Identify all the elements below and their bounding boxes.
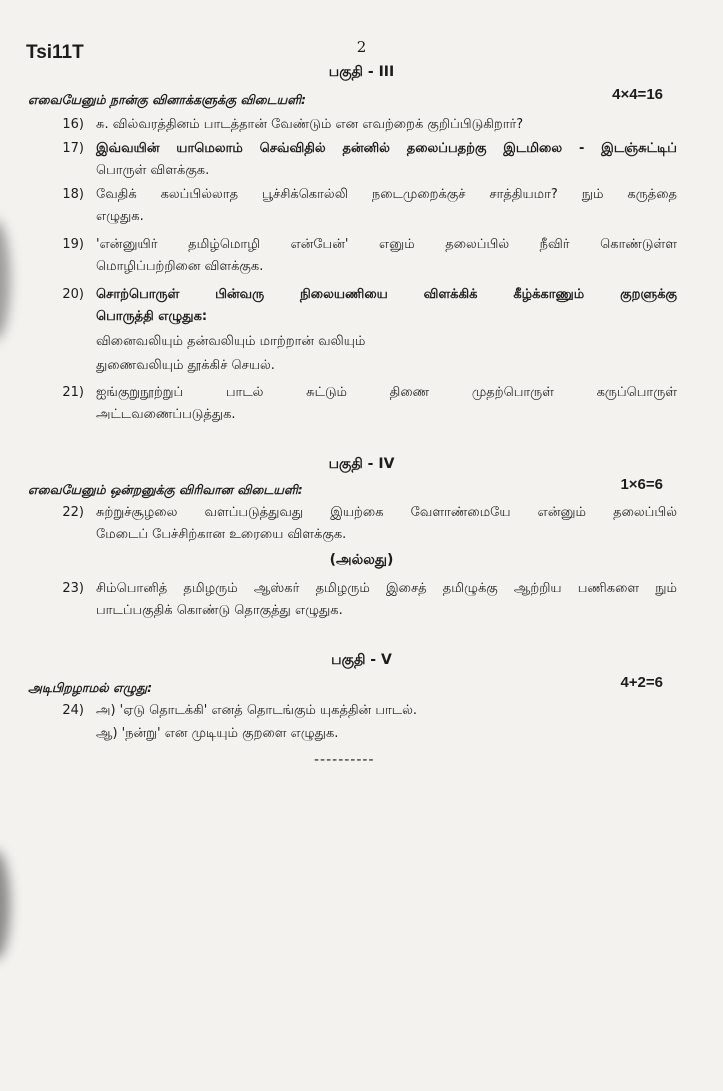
question-text-line-1: வேதிக் கலப்பில்லாத பூச்சிக்கொல்லி நடைமுறைக்குச் சாத்தியமா? நும் கருத்தை xyxy=(96,187,677,202)
question-text-line-2: பாடப்பகுதிக் கொண்டு தொகுத்து எழுதுக. xyxy=(96,603,343,618)
question-text-line-1: ஐங்குறுநூற்றுப் பாடல் சுட்டும் திணை முதற்பொருள் கருப்பொருள் xyxy=(96,385,677,400)
part-3-marks: 4×4=16 xyxy=(612,86,663,103)
question-text-line-1: இவ்வயின் யாமெலாம் செவ்விதில் தன்னில் தலைப்பதற்கு இடமிலை - இடஞ்சுட்டிப் xyxy=(96,141,677,156)
paper-code: Tsi11T xyxy=(26,42,84,63)
end-marker: ---------- xyxy=(314,752,375,768)
question-16 xyxy=(32,114,677,136)
scan-shadow-left-top xyxy=(0,220,10,340)
part-4-marks: 1×6=6 xyxy=(620,476,663,493)
question-19 xyxy=(32,234,677,278)
question-text-line-2: அட்டவணைப்படுத்துக. xyxy=(96,407,236,422)
question-number: 17) xyxy=(62,141,84,156)
question-number: 21) xyxy=(62,385,84,400)
question-20 xyxy=(32,284,677,328)
question-text-line-2: பொருள் விளக்குக. xyxy=(96,163,210,178)
part-5-marks: 4+2=6 xyxy=(620,674,663,691)
question-18 xyxy=(32,184,677,228)
question-21 xyxy=(32,382,677,426)
question-text-line-1: சொற்பொருள் பின்வரு நிலையணியை விளக்கிக் கீழ்க்காணும் குறளுக்கு xyxy=(96,287,677,302)
question-text-line-2: மேடைப் பேச்சிற்கான உரையை விளக்குக. xyxy=(96,527,347,542)
scan-shadow-left-bottom xyxy=(0,850,10,960)
question-24 xyxy=(32,700,677,722)
part-3-instruction: எவையேனும் நான்கு வினாக்களுக்கு விடையளி: xyxy=(28,92,307,107)
question-number: 23) xyxy=(62,581,84,596)
question-22 xyxy=(32,502,677,546)
page-number: 2 xyxy=(356,38,367,56)
question-text-line-2: பொருத்தி எழுதுக: xyxy=(96,309,208,324)
verse-line-1: வினைவலியும் தன்வலியும் மாற்றான் வலியும் xyxy=(96,334,366,349)
part-4-instruction: எவையேனும் ஒன்றனுக்கு விரிவான விடையளி: xyxy=(28,482,303,497)
question-number: 18) xyxy=(62,187,84,202)
question-23 xyxy=(32,578,677,622)
kural-verse xyxy=(96,330,365,378)
part-5-title: பகுதி - V xyxy=(331,652,392,668)
question-text-line-2: எழுதுக. xyxy=(96,209,144,224)
part-3-title: பகுதி - III xyxy=(328,64,395,80)
part-4-title: பகுதி - IV xyxy=(328,456,395,472)
question-24-b: ஆ) 'நன்று' என முடியும் குறளை எழுதுக. xyxy=(96,726,339,741)
part-5-instruction: அடிபிறழாமல் எழுது: xyxy=(28,680,153,695)
question-text-line-1: சிம்பொனித் தமிழரும் ஆஸ்கர் தமிழரும் இசைத் தமிழுக்கு ஆற்றிய பணிகளை நும் xyxy=(96,581,677,596)
question-text-line-1: சுற்றுச்சூழலை வளப்படுத்துவது இயற்கை வேளாண்மையே என்னும் தலைப்பில் xyxy=(96,505,677,520)
question-number: 22) xyxy=(62,505,84,520)
question-number: 19) xyxy=(62,237,84,252)
verse-line-2: துணைவலியும் தூக்கிச் செயல். xyxy=(96,358,275,373)
question-17 xyxy=(32,138,677,182)
question-number: 16) xyxy=(62,117,84,132)
question-number: 20) xyxy=(62,287,84,302)
question-text-line-2: மொழிப்பற்றினை விளக்குக. xyxy=(96,259,264,274)
question-24-a: அ) 'ஏடு தொடக்கி' எனத் தொடங்கும் யுகத்தின் பாடல். xyxy=(96,703,418,718)
question-text-line-1: 'என்னுயிர் தமிழ்மொழி என்பேன்' எனும் தலைப்பில் நீவிர் கொண்டுள்ள xyxy=(96,237,677,252)
or-separator: (அல்லது) xyxy=(329,552,394,568)
question-text: சு. வில்வரத்தினம் பாடத்தான் வேண்டும் என எவற்றைக் குறிப்பிடுகிறார்? xyxy=(96,117,524,132)
question-number: 24) xyxy=(62,703,84,718)
